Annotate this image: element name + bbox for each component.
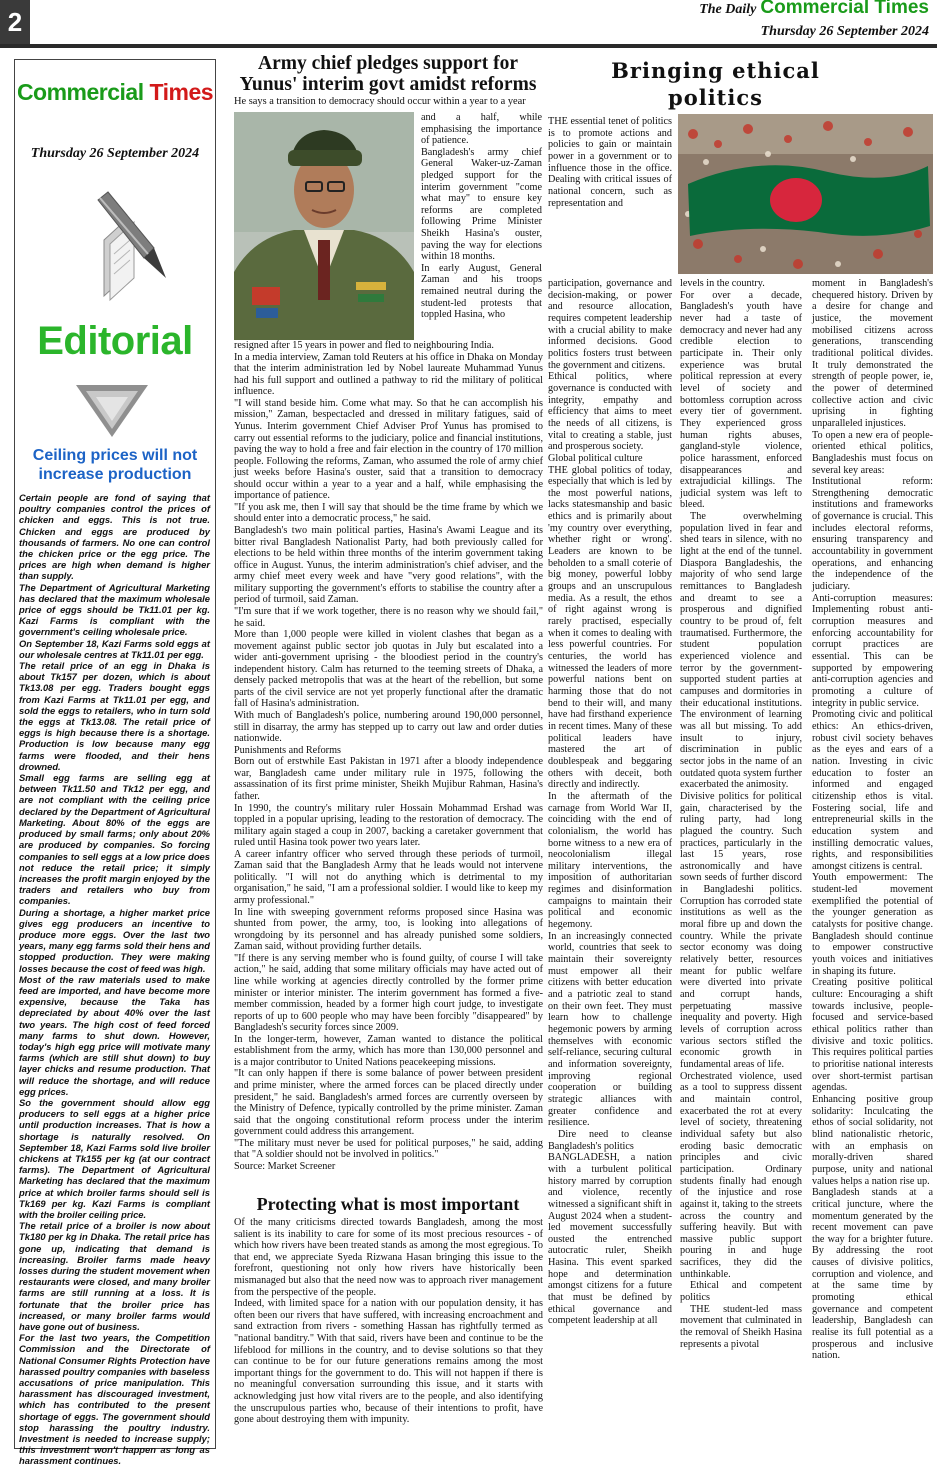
page-number: 2 <box>0 0 30 44</box>
editorial-body <box>19 492 210 1467</box>
army-article-body <box>234 340 543 1173</box>
ethics-column-3 <box>812 278 933 1362</box>
army-paragraph: In line with sweeping government reforms proposed since Hasina was shunted from power, the army, too, is looking into allegations of wrongdoing by its personnel and has already punished some soldiers, Zaman said, without providing further details. <box>234 906 543 953</box>
army-paragraph: "The military must never be used for political purposes," he said, adding that "A soldier should not be involved in politics." <box>234 1137 543 1161</box>
ethics-paragraph: THE student-led mass movement that culminated in the removal of Sheikh Hasina represents a pivotal <box>680 1303 802 1350</box>
editorial-paragraph: The retail price of an egg in Dhaka is about Tk157 per dozen, which is about Tk13.08 per egg. Traders bought eggs from Kazi Farms at Tk11.01 per egg, and sold the eggs to retailers, who in turn sold the eggs at Tk13.08. The retail price of eggs is high because there is a shortage. Production is low because many egg farms were flooded, and their hens drowned. <box>19 660 210 772</box>
masthead-name: Commercial Times <box>760 0 929 18</box>
army-paragraph: In early August, General Zaman and his troops remained neutral during the student-led protests that toppled Hasina, who <box>421 262 542 321</box>
sidebar-logo-commercial: Commercial <box>16 79 144 105</box>
army-article-headline: Army chief pledges support for Yunus' interim govt amidst reforms <box>239 53 537 95</box>
army-paragraph: resigned after 15 years in power and fled to neighbouring India. <box>234 340 494 351</box>
ethics-paragraph: Divisive politics for political gain, characterised by the ruling party, had long plagued the country. Such practices, particularly in the last 15 years, rose astronomically and have sown seeds of further discord in Bangladeshi politics. Corruption has corroded state institutions as well as the moral fibre up and down the country. While the private sector economy was doing relatively better, resources meant for public welfare were diverted into private and corrupt hands, perpetuating massive inequality and poverty. High levels of corruption across various sectors stifled the economic growth in fundamental areas of life. <box>680 790 802 1070</box>
editorial-paragraph: So the government should allow egg producers to sell eggs at a higher price until production increases. That is how a shortage is naturally resolved. On September 18, Kazi Farms sold live broiler chickens at Tk155 per kg (at our contract farms). The Department of Agricultural Marketing has declared that the maximum price at which broiler farms should sell is Tk169 per kg. Kazi Farms is compliant with the broiler ceiling price. <box>19 1096 210 1220</box>
army-paragraph: "If there is any serving member who is found guilty, of course I will take action," he said, adding that some military officials may have acted out of line while working at agencies directly controlled by the former prime minister or interior minister. The interim government has formed a five-member commission, headed by a former high court judge, to investigate reports of up to 600 people who may have been forcibly "disappeared" by Bangladesh's security forces since 2009. <box>234 952 543 1034</box>
ethics-paragraph: THE global politics of today, especially that which is led by the most powerful nations, lacks statesmanship and basic ethics and is primarily about 'my country over everything, whether right or wrong'. Leaders are known to be beholden to a small coterie of big money, powerful lobby groups and an unscrupulous media. As a result, the ethos of right against wrong is rarely practised, especially when it comes to dealing with less powerful countries. For centuries, the world has witnessed the leaders of more powerful nations bent on harming those that do not bend to their will, and many have had firsthand experience in recent times. Many of these political leaders have mastered the art of doublespeak and beggaring others with deceit, both directly and indirectly. <box>548 464 672 791</box>
ethics-paragraph: Bangladesh stands at a critical juncture, where the momentum generated by the recent movement can pave the way for a brighter future. By addressing the root causes of divisive politics, corruption and violence, and at the same time by promoting ethical governance and competent leadership, Bangladesh can realise its full potential as a prosperous and inclusive nation. <box>812 1187 933 1362</box>
ethics-paragraph: Anti-corruption measures: Implementing robust anti-corruption measures and enforcing accountability for corrupt practices are essential. This can be supported by empowering anti-corruption agencies and promoting a culture of integrity in public service. <box>812 592 933 709</box>
masthead-prefix: The Daily <box>699 2 757 17</box>
ethics-paragraph: Youth empowerment: The student-led movement exemplified the potential of the younger generation as catalysts for positive change. Bangladesh should continue to empower constructive youth voices and initiatives in shaping its future. <box>812 872 933 977</box>
army-paragraph: A career infantry officer who served through these periods of turmoil, Zaman said that the Bangladesh Army that he leads would not intervene politically. "I will not do anything which is detrimental to my organisation," he said, "I am a professional soldier. I would like to keep my army professional." <box>234 848 543 906</box>
protect-paragraph: Indeed, with limited space for a nation with our population density, it has often been our rivers that have suffered, with increasing encroachment and sand extraction from rivers - something Hassan has rightfully termed as "national banditry." With that said, rivers have been and continue to be the lifeblood for millions in the country, and to devise solutions so that they can continue to be for our future generations remains among the most important things for the government to do. This will not happen if there is no meaningful conversation surrounding this issue, and it starts with acknowledging just how vital rivers are to the people, and also identifying the unscrupulous parties who, because of their intentions to profit, have gone about destroying them with impunity. <box>234 1298 543 1426</box>
editorial-paragraph: For the last two years, the Competition Commission and the Directorate of National Consumer Rights Protection have harassed poultry companies with baseless accusations of price manipulation. This harassment has discouraged investment, which has contributed to the present shortage of eggs. The government should stop harassing the poultry industry. Investment is needed to increase supply; this investment won't happen as long as harassment continues. <box>19 1332 210 1467</box>
army-paragraph: "If you ask me, then I will say that should be the time frame by which we should enter into a democratic process," he said. <box>234 501 543 525</box>
ethics-paragraph: Orchestrated violence, used as a tool to suppress dissent and maintain control, exacerbated the rot at every level of society, threatening individual safety but also eroding basic democratic principles and civic participation. Ordinary students finally had enough of the injustice and rose against it, taking to the streets across the country and suffering heavily. But with massive public support pouring in and huge sacrifices, they did the unthinkable. <box>680 1070 802 1280</box>
ethics-column-1-top <box>548 116 672 209</box>
army-paragraph: Bangladesh's two main political parties, Hasina's Awami League and its bitter rival Bangladesh Nationalist Party, had both previously called for elections to be held within three months of the interim government taking office in August. Yunus, the interim administration's chief adviser, and the army chief meet every week and have "very good relations", with the military supporting the government's efforts to stabilise the country after a period of turmoil, said Zaman. <box>234 525 543 606</box>
ethics-paragraph: The overwhelming population lived in fear and shed tears in silence, with no light at the end of the tunnel. Diaspora Bangladeshis, the majority of who send large remittances to Bangladesh and dreamt to see a prosperous and dignified country to be proud of, felt traumatised. Furthermore, the student population experienced violence and terror by the government-supported student parties at campuses and dormitories in their educational institutions. The environment of learning was all but missing. To add insult to injury, discrimination in public sector jobs in the name of an outdated quota system further exacerbated the animosity. <box>680 511 802 791</box>
editorial-paragraph: Small egg farms are selling egg at between Tk11.50 and Tk12 per egg, and are not compliant with the ceiling price declared by the Department of Agricultural Marketing. About 80% of the eggs are produced by small farms; only about 20% are produced by companies. So forcing companies to sell eggs at a low price does not reduce the retail price; it simply increases the profit margin enjoyed by the traders and retailers who buy from companies. <box>19 772 210 907</box>
editorial-paragraph: Certain people are fond of saying that poultry companies control the prices of chicken and eggs. This is not true. Chicken and eggs are produced by thousands of farmers. No one can control the chicken price or the egg price. The prices are high when demand is higher than supply. <box>19 492 210 582</box>
sidebar-logo-times: Times <box>149 79 214 105</box>
ethics-paragraph: THE essential tenet of politics is to promote actions and policies to gain or maintain power in a government or to influence those in the office. Dealing with critical issues of national concern, such as representation and <box>548 116 672 209</box>
army-article-subhead: He says a transition to democracy should occur within a year to a year <box>234 96 526 107</box>
ethics-paragraph: For over a decade, Bangladesh's youth have never had a taste of democracy and never had any credible election to participate in. Their only experience was brutal political repression at every level of society and bottomless corruption across every tier of government. They experienced gross human rights abuses, gangland-style violence, police harassment, enforced disappearances and extrajudicial killings. The judicial system was left to bleed. <box>680 289 802 511</box>
sidebar-date: Thursday 26 September 2024 <box>30 146 200 161</box>
army-subheading: Punishments and Reforms <box>234 744 341 756</box>
ethics-paragraph: To open a new era of people-oriented ethical politics, Bangladeshis must focus on several key areas: <box>812 429 933 476</box>
ethics-subheading: Global political culture <box>548 452 643 464</box>
editorial-paragraph: Most of the raw materials used to make feed are imported, and have become more expensive, because the Taka has depreciated by about 40% over the last two years. The high cost of feed forced many farms to shut down. However, today's high egg price will motivate many farms (which are still shut down) to buy layer chicks and resume production. That will reduce the shortage, and will reduce egg prices. <box>19 973 210 1097</box>
army-source: Source: Market Screener <box>234 1160 336 1172</box>
ethics-paragraph: Enhancing positive group solidarity: Inculcating the ethos of social solidarity, not blind nationalistic rhetoric, with an emphasis on morally-driven shared purpose, unity and national values helps a nation rise up. <box>812 1093 933 1187</box>
army-paragraph: Born out of erstwhile East Pakistan in 1971 after a bloody independence war, Bangladesh came under military rule in 1975, following the assassination of its first prime minister, Sheikh Mujibur Rahman, Hasina's father. <box>234 756 543 802</box>
ethics-article-headline: Bringing ethical politics <box>611 58 820 110</box>
army-paragraph: "It can only happen if there is some balance of power between president and prime minister, where the armed forces can be placed directly under president," he said. Bangladesh's armed forces are currently overseen by the Ministry of Defence, typically controlled by the prime minister. Zaman said that the ongoing constitutional reform process under the interim government could address this arrangement. <box>234 1068 543 1138</box>
editorial-headline: Ceiling prices will not increase production <box>32 447 198 483</box>
army-paragraph: In the longer-term, however, Zaman wanted to distance the political establishment from the army, which has more than 130,000 personnel and is a major contributor to United Nations peacekeeping missions. <box>234 1033 543 1068</box>
army-paragraph: With much of Bangladesh's police, numbering around 190,000 personnel, still in disarray, the army has stepped up to carry out law and order duties nationwide. <box>234 710 543 745</box>
ethics-paragraph: Creating positive political culture: Encouraging a shift towards inclusive, people-focused and service-based ethical politics rather than divisive and toxic politics. This requires political parties to prioritise national interests over short-termist partisan agendas. <box>812 977 933 1094</box>
army-paragraph: In a media interview, Zaman told Reuters at his office in Dhaka on Monday that the interim administration led by Nobel laureate Muhammad Yunus had his full support and outlined a pathway to rid the military of political influence. <box>234 351 543 398</box>
army-article-intro <box>421 112 542 321</box>
header-rule <box>0 44 937 48</box>
fountain-pen-icon <box>62 178 172 303</box>
army-paragraph: "I will stand beside him. Come what may. So that he can accomplish his mission," Zaman, bespectacled and dressed in military fatigues, said of Yunus. Interim government Chief Adviser Prof Yunus has promised to carry out essential reforms to the judiciary, police and financial institutions, paving the way to hold a free and fair election in the country of 170 million people. Following the reforms, Zaman, who assumed the role of army chief just weeks before Hasina's ouster, said that a transition to democracy should occur within a year to a year and a half, while emphasising the importance of patience. <box>234 397 543 502</box>
army-paragraph: More than 1,000 people were killed in violent clashes that began as a movement against public sector job quotas in July but escalated into a wider anti-government uprising - the bloodiest period in the country's independent history. Calm has returned to the teeming streets of Dhaka, a densely packed metropolis that was at the heart of the rebellion, but some parts of the civil service are not yet properly functional after the dramatic fall of Hasina's administration. <box>234 629 543 710</box>
ethics-paragraph: Institutional reform: Strengthening democratic institutions and frameworks of governance is crucial. This includes electoral reforms, ensuring transparency and accountability in government operations, and enhancing the independence of the judiciary. <box>812 476 933 593</box>
editorial-paragraph: The retail price of a broiler is now about Tk180 per kg in Dhaka. The retail price has gone up, indicating that demand is increasing. Broiler farms made heavy losses during the student movement when restaurants were closed, and many broiler farms are still running at a loss. It is fortunate that the broiler price has increased, or many broiler farms would have gone out of business. <box>19 1220 210 1333</box>
ethics-column-1 <box>548 278 672 1327</box>
editorial-paragraph: On September 18, Kazi Farms sold eggs at our wholesale centres at Tk11.01 per egg. <box>19 637 210 660</box>
sidebar-logo <box>14 79 216 106</box>
ethics-subheading: Dire need to cleanse Bangladesh's politics <box>548 1128 672 1152</box>
ethics-paragraph: moment in Bangladesh's chequered history. Driven by a desire for change and justice, the movement mobilised citizens across generations, transcending traditional political divides. It truly demonstrated the strength of people power, ie, the power of determined collective action and civic uprising in fighting unparalleled injustices. <box>812 278 933 429</box>
ethics-paragraph: levels in the country. <box>680 278 765 289</box>
army-paragraph: "I'm sure that if we work together, there is no reason why we should fail," he said. <box>234 605 543 629</box>
section-title-editorial: Editorial <box>37 319 193 363</box>
army-paragraph: and a half, while emphasising the importance of patience. <box>421 112 542 147</box>
ethics-column-2 <box>680 278 802 1350</box>
army-paragraph: Bangladesh's army chief General Waker-uz-Zaman pledged support for the interim government "come what may" to ensure key reforms are completed following Prime Minister Sheikh Hasina's ouster, paving the way for elections within 18 months. <box>421 146 542 263</box>
rally-flag-photo <box>678 114 933 274</box>
ethics-paragraph: Ethical politics, where governance is conducted with integrity, empathy and efficiency that aims to meet the needs of all citizens, is vital to creating a stable, just and prosperous society. <box>548 371 672 453</box>
editorial-paragraph: The Department of Agricultural Marketing has declared that the maximum wholesale price of eggs should be Tk11.01 per kg. Kazi Farms is compliant with the government's ceiling wholesale price. <box>19 581 210 638</box>
ethics-paragraph: In an increasingly connected world, countries that seek to maintain their sovereignty must empower all their citizens with better education and a patriotic zeal to stand on their own feet. They must learn how to challenge hegemonic powers by arming themselves with economic self-reliance, securing cultural and information sovereignty, improving regional cooperation or building strategic alliances with greater confidence and resilience. <box>548 930 672 1129</box>
ethics-subheading: Ethical and competent politics <box>680 1280 802 1304</box>
ethics-paragraph: BANGLADESH, a nation with a turbulent political history marred by corruption and violence, recently witnessed a significant shift in August 2024 when a student-led movement successfully ousted the entrenched autocratic ruler, Sheikh Hasina. This event sparked hope and determination amongst citizens for a future that must be defined by ethical governance and competent leadership at all <box>548 1152 672 1327</box>
protect-paragraph: Of the many criticisms directed towards Bangladesh, among the most salient is its inability to care for some of its most precious resources - of which how rivers have been treated stands as among the most egregious. To that end, we appreciate Syeda Rizwana Hasan bringing this issue to the forefront, questioning not only how rivers have historically been mismanaged but also that the need now was to approach river management from the perspective of the people. <box>234 1217 543 1298</box>
ethics-paragraph: In the aftermath of the carnage from World War II, coinciding with the end of colonialism, the world has borne witness to a new era of neocolonialism illegal military interventions, the imposition of authoritarian regimes and disinformation campaigns to maintain their political and economic hegemony. <box>548 790 672 931</box>
ethics-paragraph: Promoting civic and political ethics: An ethics-driven, robust civil society behaves as the eyes and ears of a nation. Investing in civic education to foster an informed and engaged citizenship ethos is vital. Fostering social, life and entrepreneurial skills in the education system and instilling democratic values, rights, and responsibilities amongst citizens is central. <box>812 709 933 872</box>
army-paragraph: In 1990, the country's military ruler Hossain Mohammad Ershad was toppled in a popular uprising, leading to the restoration of democracy. The military again staged a coup in 2007, backing a caretaker government that ruled until Hasina took power two years later. <box>234 802 543 849</box>
army-chief-photo <box>234 112 414 340</box>
down-arrow-icon <box>72 381 152 441</box>
masthead <box>699 0 929 17</box>
protect-article-headline: Protecting what is most important <box>256 1194 520 1214</box>
ethics-paragraph: participation, governance and decision-making, or power and resource allocation, requires competent leadership with a crucial ability to make informed decisions. Good politics fosters trust between the government and citizens. <box>548 278 672 371</box>
protect-article-body <box>234 1217 543 1426</box>
editorial-paragraph: During a shortage, a higher market price gives egg producers an incentive to produce more eggs. Over the last two years, many egg farms sold their hens and stopped production. They were making losses because the cost of feed was high. <box>19 906 210 974</box>
header-date: Thursday 26 September 2024 <box>760 24 929 39</box>
